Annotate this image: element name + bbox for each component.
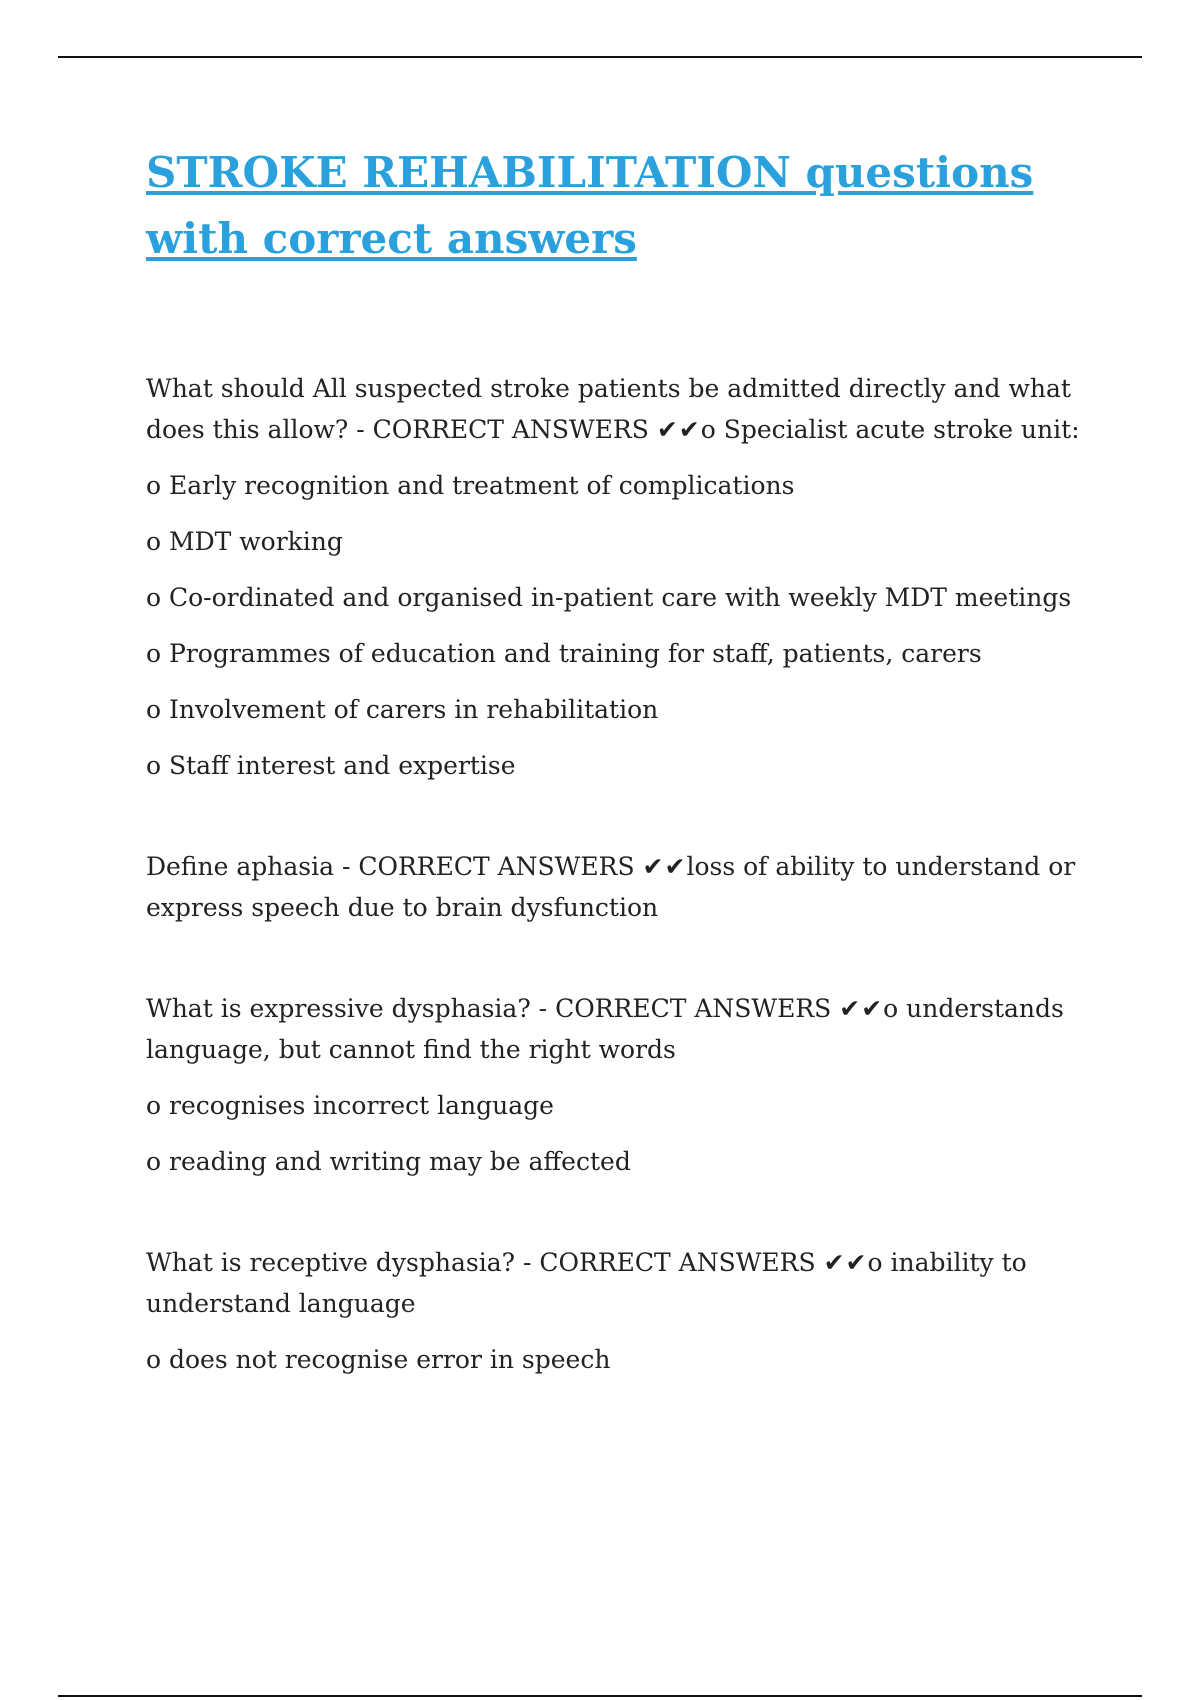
bottom-rule (58, 1695, 1142, 1697)
check-marks-icon: ✔✔ (656, 415, 701, 444)
title-line-1[interactable]: STROKE REHABILITATION questions (146, 148, 1034, 197)
answer-bullet: o Early recognition and treatment of complications (146, 471, 795, 500)
answer-marker: CORRECT ANSWERS (372, 415, 649, 444)
answer-bullet: o Co-ordinated and organised in-patient care with weekly MDT meetings (146, 583, 1072, 612)
qa-question-answer: What is expressive dysphasia? - CORRECT ANSWERS ✔✔o understands language, but cannot find the right words (146, 994, 1064, 1064)
top-rule (58, 56, 1142, 58)
check-marks-icon: ✔✔ (839, 994, 884, 1023)
answer-bullet: o does not recognise error in speech (146, 1345, 611, 1374)
answer-text: o inability to understand language (146, 1248, 1027, 1318)
check-marks-icon: ✔✔ (642, 852, 687, 881)
qa-question-answer: What is receptive dysphasia? - CORRECT ANSWERS ✔✔o inability to understand language (146, 1248, 1027, 1318)
qa-item (146, 988, 1086, 1182)
question-text: Define aphasia (146, 852, 335, 881)
qa-list (146, 368, 1086, 1380)
title-line-2[interactable]: with correct answers (146, 214, 637, 263)
answer-bullet: o MDT working (146, 527, 343, 556)
qa-question-answer: Define aphasia - CORRECT ANSWERS ✔✔loss of ability to understand or express speech due to brain dysfunction (146, 852, 1076, 922)
qa-item (146, 368, 1086, 786)
answer-bullet: o Programmes of education and training for staff, patients, carers (146, 639, 982, 668)
answer-bullet: o Staff interest and expertise (146, 751, 516, 780)
qa-question-answer: What should All suspected stroke patients be admitted directly and what does this allow? - CORRECT ANSWERS ✔✔o Specialist acute stroke unit: (146, 374, 1080, 444)
check-marks-icon: ✔✔ (823, 1248, 868, 1277)
question-text: What is receptive dysphasia? (146, 1248, 516, 1277)
question-text: What should All suspected stroke patients be admitted directly and what does this allow? (146, 374, 1071, 444)
answer-marker: CORRECT ANSWERS (555, 994, 832, 1023)
answer-text: loss of ability to understand or express speech due to brain dysfunction (146, 852, 1076, 922)
answer-bullet: o Involvement of carers in rehabilitation (146, 695, 659, 724)
answer-text: o understands language, but cannot find the right words (146, 994, 1064, 1064)
document-body (146, 140, 1086, 1440)
answer-bullet: o recognises incorrect language (146, 1091, 554, 1120)
qa-item (146, 846, 1086, 928)
answer-marker: CORRECT ANSWERS (539, 1248, 816, 1277)
document-title[interactable] (146, 140, 1086, 272)
answer-bullet: o reading and writing may be affected (146, 1147, 631, 1176)
qa-item (146, 1242, 1086, 1380)
answer-marker: CORRECT ANSWERS (358, 852, 635, 881)
question-text: What is expressive dysphasia? (146, 994, 531, 1023)
answer-text: o Specialist acute stroke unit: (700, 415, 1080, 444)
